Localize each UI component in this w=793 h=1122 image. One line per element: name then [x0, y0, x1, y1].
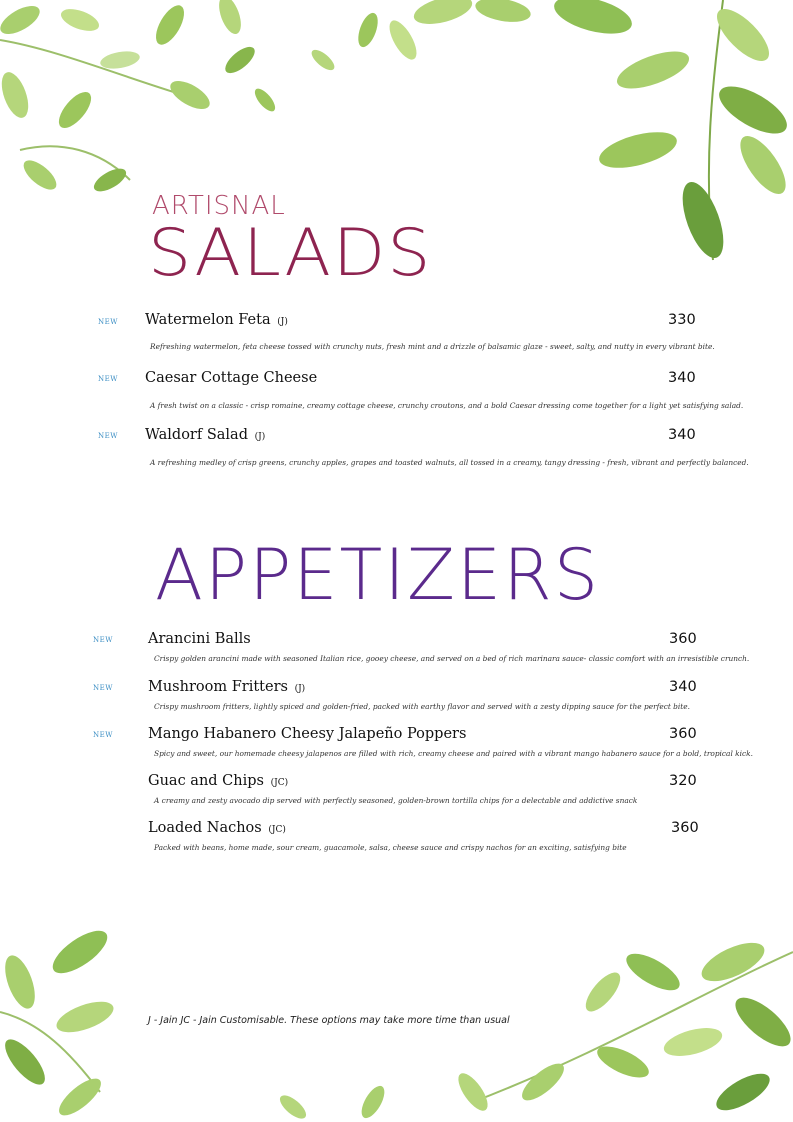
leaf-decoration-bottom-left [0, 922, 150, 1122]
new-badge: NEW [98, 432, 118, 440]
item-tag: (J) [254, 432, 266, 442]
salads-title: SALADS [148, 215, 433, 292]
item-price: 360 [669, 726, 697, 742]
item-description: Packed with beans, home made, sour cream, guacamole, salsa, cheese sauce and crispy nachos for an exciting, satisfying bite [154, 843, 627, 852]
item-description: Refreshing watermelon, feta cheese tossed with crunchy nuts, fresh mint and a drizzle of balsamic glaze - sweet, salty, and nutty in every vibrant bite. [150, 342, 715, 351]
item-name: Mushroom Fritters (J) [148, 679, 306, 695]
item-tag: (JC) [268, 825, 286, 835]
item-tag: (J) [277, 317, 288, 327]
item-name: Arancini Balls [148, 631, 251, 647]
appetizers-title: APPETIZERS [155, 534, 601, 616]
new-badge: NEW [93, 731, 113, 739]
new-badge: NEW [93, 684, 113, 692]
item-name: Guac and Chips (JC) [148, 773, 289, 789]
new-badge: NEW [98, 318, 118, 326]
dietary-legend: J - Jain JC - Jain Customisable. These options may take more time than usual [148, 1015, 510, 1026]
item-price: 340 [668, 427, 696, 443]
item-name: Mango Habanero Cheesy Jalapeño Poppers [148, 726, 467, 742]
item-name: Caesar Cottage Cheese [145, 370, 318, 386]
item-description: Crispy golden arancini made with seasoned Italian rice, gooey cheese, and served on a bed of rich marinara sauce- classic comfort with an irresistible crunch. [154, 654, 750, 663]
item-price: 330 [668, 312, 696, 328]
item-description: Crispy mushroom fritters, lightly spiced and golden-fried, packed with earthy flavor and served with a zesty dipping sauce for the perfect bite. [154, 702, 690, 711]
item-price: 360 [671, 820, 699, 836]
new-badge: NEW [93, 636, 113, 644]
item-tag: (JC) [270, 778, 289, 788]
item-name: Watermelon Feta (J) [145, 312, 288, 328]
salads-kicker: ARTISNAL [152, 191, 286, 221]
item-name: Waldorf Salad (J) [145, 427, 266, 443]
leaf-decoration-top-left [0, 0, 300, 210]
new-badge: NEW [98, 375, 118, 383]
item-description: A fresh twist on a classic - crisp romaine, creamy cottage cheese, crunchy croutons, and a bold Caesar dressing come together for a light yet satisfying salad. [150, 401, 744, 410]
item-price: 360 [669, 631, 697, 647]
item-description: A refreshing medley of crisp greens, crunchy apples, grapes and toasted walnuts, all tossed in a creamy, tangy dressing - fresh, vibrant and perfectly balanced. [150, 458, 749, 467]
item-description: Spicy and sweet, our homemade cheesy jalapenos are filled with rich, creamy cheese and paired with a vibrant mango habanero sauce for a bold, tropical kick. [154, 749, 753, 758]
item-price: 340 [668, 370, 696, 386]
item-price: 340 [669, 679, 697, 695]
item-price: 320 [669, 773, 697, 789]
item-description: A creamy and zesty avocado dip served with perfectly seasoned, golden-brown tortilla chips for a delectable and addictive snack [154, 796, 638, 805]
item-tag: (J) [294, 684, 306, 694]
item-name: Loaded Nachos (JC) [148, 820, 286, 836]
